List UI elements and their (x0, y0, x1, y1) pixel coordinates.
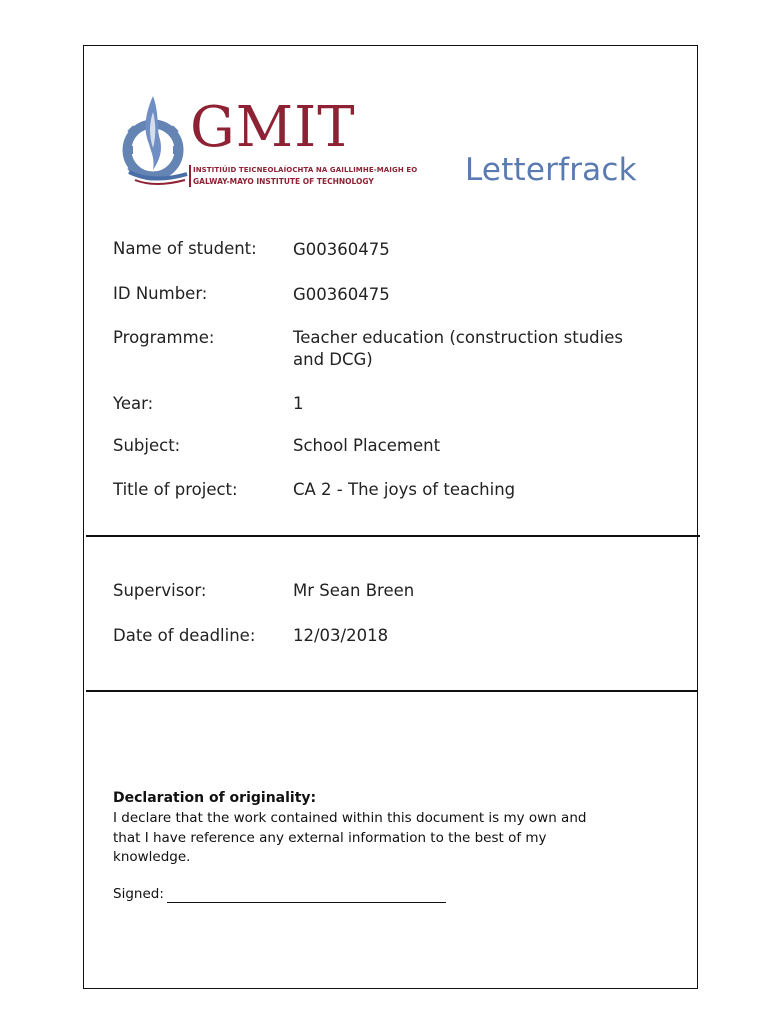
gmit-irish-name: INSTITIÚID TEICNEOLAÍOCHTA NA GAILLIMHE-MAIGH EO (193, 166, 418, 174)
supervisor-label: Supervisor: (113, 581, 207, 600)
project-title-label: Title of project: (113, 480, 238, 499)
section-divider-1 (86, 535, 700, 537)
supervisor-value: Mr Sean Breen (293, 581, 415, 600)
subject-label: Subject: (113, 436, 181, 455)
subject-value: School Placement (293, 436, 441, 455)
declaration-line-3: knowledge. (113, 849, 191, 865)
signed-label: Signed: (113, 886, 164, 902)
declaration-text (113, 809, 633, 868)
gmit-wordmark: GMIT (190, 95, 356, 160)
year-label: Year: (113, 394, 154, 413)
deadline-value: 12/03/2018 (293, 626, 389, 645)
gmit-logo-divider (189, 165, 191, 187)
programme-label: Programme: (113, 328, 215, 347)
signature-line (167, 902, 446, 903)
student-name-label: Name of student: (113, 239, 257, 258)
declaration-line-2: that I have reference any external information to the best of my (113, 829, 547, 846)
project-title-value: CA 2 - The joys of teaching (293, 480, 516, 499)
id-number-value: G00360475 (293, 285, 390, 304)
programme-value-line1: Teacher education (construction studies (293, 328, 623, 347)
programme-value-line2: and DCG) (293, 350, 373, 369)
declaration-title: Declaration of originality: (113, 790, 317, 806)
deadline-label: Date of deadline: (113, 626, 256, 645)
gmit-english-name: GALWAY-MAYO INSTITUTE OF TECHNOLOGY (193, 177, 374, 186)
declaration-line-1: I declare that the work contained within this document is my own and (113, 810, 587, 826)
section-divider-2 (86, 690, 698, 692)
id-number-label: ID Number: (113, 284, 208, 303)
campus-name: Letterfrack (465, 152, 637, 188)
student-name-value: G00360475 (293, 240, 390, 259)
year-value: 1 (293, 394, 304, 413)
